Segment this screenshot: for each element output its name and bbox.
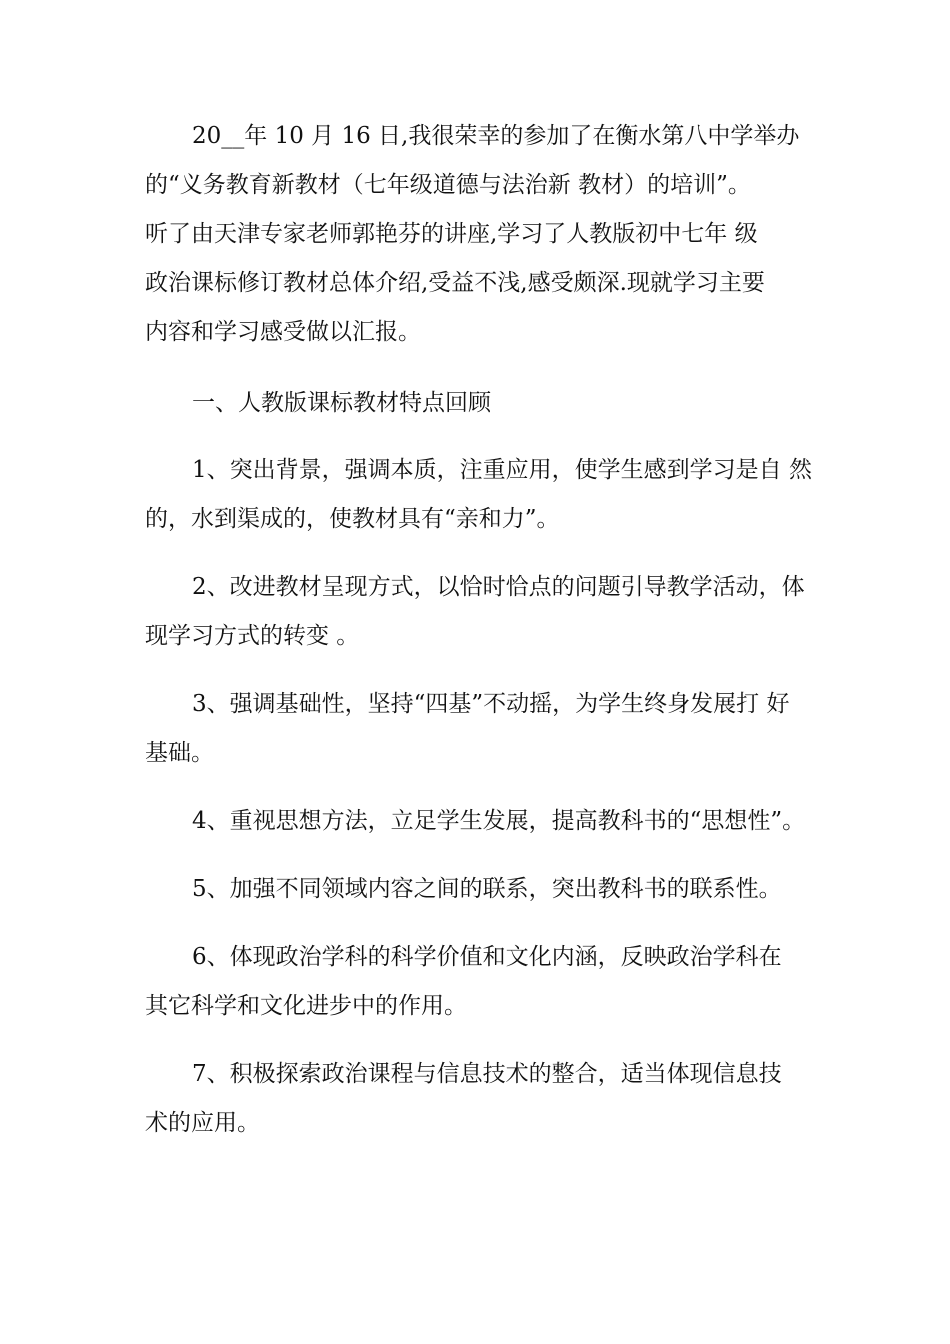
text-line: 内容和学习感受做以汇报。: [145, 319, 421, 345]
text-line: 政治课标修订教材总体介绍,受益不浅,感受颇深.现就学习主要: [145, 270, 765, 296]
text-line: 现学习方式的转变 。: [145, 623, 360, 649]
text-line: 的“义务教育新教材（七年级道德与法治新 教材）的培训”。: [145, 172, 751, 198]
text-line: 5、加强不同领域内容之间的联系，突出教科书的联系性。: [192, 876, 782, 902]
text-line: 听了由天津专家老师郭艳芬的讲座,学习了人教版初中七年 级: [145, 221, 758, 247]
intro-paragraph: [145, 112, 810, 357]
heading-text: 一、人教版课标教材特点回顾: [192, 390, 491, 416]
text-line: 4、重视思想方法，立足学生发展，提高教科书的“思想性”。: [192, 808, 806, 834]
section-heading: [145, 379, 810, 428]
text-line: 的，水到渠成的，使教材具有“亲和力”。: [145, 506, 560, 532]
point-3: [145, 680, 810, 778]
text-line: 其它科学和文化进步中的作用。: [145, 993, 467, 1019]
text-line: 1、突出背景，强调本质，注重应用，使学生感到学习是自 然: [192, 457, 812, 483]
text-line: 基础。: [145, 740, 214, 766]
text-line: 6、体现政治学科的科学价值和文化内涵，反映政治学科在: [192, 944, 782, 970]
point-2: [145, 563, 810, 661]
point-1: [145, 446, 810, 544]
text-line: 2、改进教材呈现方式，以恰时恰点的问题引导教学活动，体: [192, 574, 805, 600]
text-line: 3、强调基础性，坚持“四基”不动摇，为学生终身发展打 好: [192, 691, 790, 717]
point-7: [145, 1050, 810, 1148]
point-5: [145, 865, 810, 914]
point-6: [145, 933, 810, 1031]
text-line: 20__年 10 月 16 日,我很荣幸的参加了在衡水第八中学举办: [192, 123, 800, 149]
text-line: 术的应用。: [145, 1110, 260, 1136]
point-4: [145, 797, 810, 846]
text-line: 7、积极探索政治课程与信息技术的整合，适当体现信息技: [192, 1061, 782, 1087]
